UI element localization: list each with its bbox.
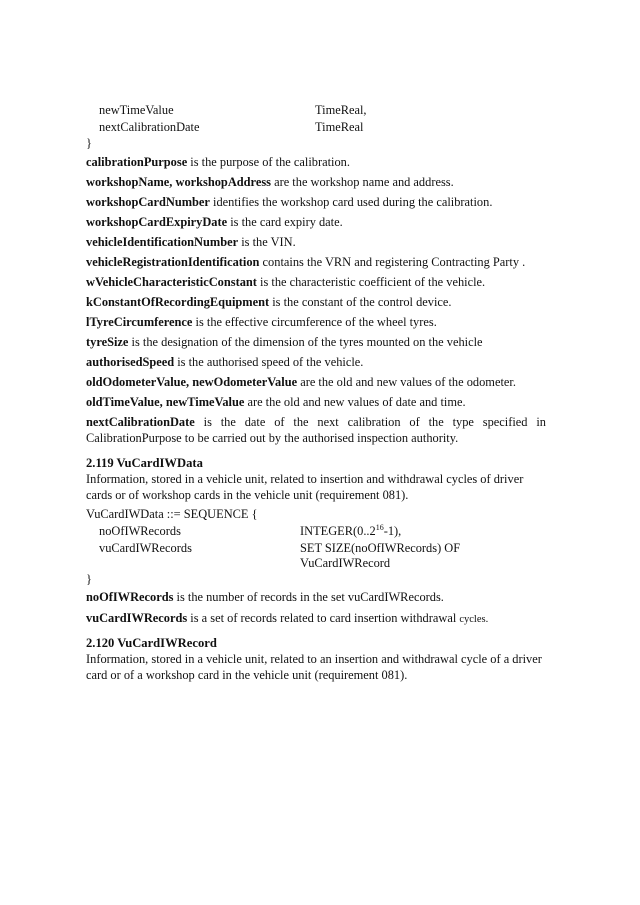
definition-text: is the number of records in the set vuCardIWRecords.: [173, 590, 444, 604]
definition: [86, 275, 485, 290]
definition-term: calibrationPurpose: [86, 155, 188, 169]
definition-term: tyreSize: [86, 335, 129, 349]
sequence-close-brace: }: [86, 136, 92, 150]
section-description: Information, stored in a vehicle unit, related to an insertion and withdrawal cycle of a driver card or of a workshop card in the vehicle unit (requirement 081).: [86, 652, 542, 682]
definition: [86, 590, 444, 605]
definition-text: is the characteristic coefficient of the vehicle.: [256, 275, 486, 289]
field-name: newTimeValue: [99, 103, 174, 117]
definition-text: are the old and new values of the odometer.: [297, 375, 516, 389]
definition: [86, 611, 488, 627]
definition: [86, 335, 483, 350]
definition: [86, 215, 343, 230]
superscript: 16: [375, 523, 384, 532]
definition-term: nextCalibrationDate: [86, 415, 195, 429]
definition-text: is the authorised speed of the vehicle.: [174, 355, 364, 369]
definition: [86, 315, 437, 330]
sequence-close-brace: }: [86, 572, 92, 586]
definition: [86, 375, 516, 390]
field-type: INTEGER(0..2$^{16}$-1),: [300, 523, 402, 538]
definition: [86, 235, 296, 250]
section-description: Information, stored in a vehicle unit, related to insertion and withdrawal cycles of driver cards or of workshop cards in the vehicle unit (requirement 081).: [86, 472, 524, 502]
definition-text: is the purpose of the calibration.: [187, 155, 350, 169]
definition: [86, 295, 452, 310]
section-heading: 2.119 VuCardIWData: [86, 456, 203, 470]
definition-term: workshopCardNumber: [86, 195, 210, 209]
definition-term: wVehicleCharacteristicConstant: [86, 275, 257, 289]
definition: [86, 195, 492, 210]
definition-text-small: cycles.: [459, 614, 489, 625]
definition: [86, 355, 363, 370]
definition-text: is the designation of the dimension of the tyres mounted on the vehicle: [128, 335, 483, 349]
definition-term: workshopCardExpiryDate: [86, 215, 228, 229]
definition-text: is the effective circumference of the wheel tyres.: [192, 315, 437, 329]
definition-text: is the VIN.: [238, 235, 296, 249]
definition-text: is a set of records related to card insertion withdrawal: [187, 611, 460, 625]
field-type: TimeReal: [315, 120, 364, 134]
definition-term: noOfIWRecords: [86, 590, 174, 604]
definition-term: workshopName, workshopAddress: [86, 175, 271, 189]
section-heading: 2.120 VuCardIWRecord: [86, 636, 217, 650]
field-type: TimeReal,: [315, 103, 367, 117]
definition-term: vehicleRegistrationIdentification: [86, 255, 260, 269]
field-name: noOfIWRecords: [99, 524, 181, 538]
definition-term: oldOdometerValue, newOdometerValue: [86, 375, 298, 389]
definition-term: oldTimeValue, newTimeValue: [86, 395, 245, 409]
definition: [86, 175, 454, 190]
definition-term: authorisedSpeed: [86, 355, 175, 369]
definition-term: vuCardIWRecords: [86, 611, 188, 625]
definition-term: vehicleIdentificationNumber: [86, 235, 239, 249]
sequence-open: VuCardIWData ::= SEQUENCE {: [86, 507, 258, 521]
definition-term: lTyreCircumference: [86, 315, 193, 329]
definition-text: is the date of the next calibration of the type specified in CalibrationPurpose to be carried out by the authorised inspection authority.: [86, 415, 546, 445]
field-type: VuCardIWRecord: [300, 556, 391, 570]
definition-next-calibration: [86, 414, 546, 446]
definition-text: contains the VRN and registering Contracting Party .: [259, 255, 526, 269]
definition-text: is the card expiry date.: [227, 215, 343, 229]
definition-text: is the constant of the control device.: [269, 295, 452, 309]
field-name: nextCalibrationDate: [99, 120, 200, 134]
field-name: vuCardIWRecords: [99, 541, 192, 555]
definition-term: kConstantOfRecordingEquipment: [86, 295, 270, 309]
definition-text: are the workshop name and address.: [270, 175, 454, 189]
field-type: SET SIZE(noOfIWRecords) OF: [300, 541, 461, 555]
definition-text: are the old and new values of date and time.: [244, 395, 466, 409]
definition: [86, 255, 525, 270]
definition-text: identifies the workshop card used during the calibration.: [209, 195, 493, 209]
definition: [86, 395, 466, 410]
definition: [86, 155, 350, 170]
